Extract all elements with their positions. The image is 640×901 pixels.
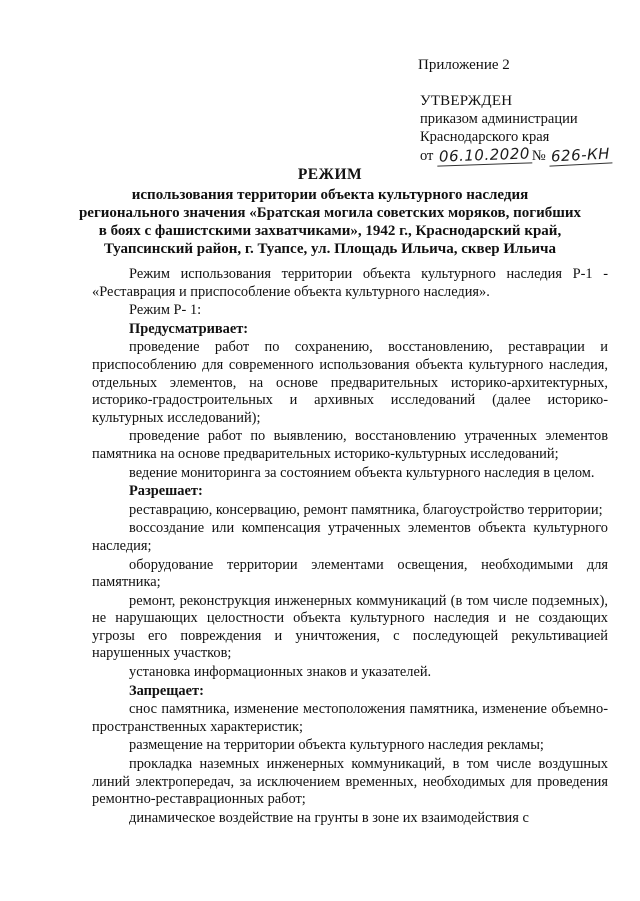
paragraph-prohibits-3: прокладка наземных инженерных коммуникаций, в том числе воздушных линий электропередач, за исключением временных, необходимых для проведения ремонтно-реставрационных работ; <box>92 756 608 808</box>
paragraph-allows-3: оборудование территории элементами освещения, необходимыми для памятника; <box>92 556 608 591</box>
paragraph-allows-5: установка информационных знаков и указателей. <box>129 664 432 681</box>
number-prefix: № <box>531 148 546 164</box>
handwritten-number: 626-КН <box>549 144 613 166</box>
paragraph-prohibits-1: снос памятника, изменение местоположения памятника, изменение объемно-пространственных характеристик; <box>92 701 608 735</box>
from-prefix: от <box>420 148 434 164</box>
title-line-3: в боях с фашистскими захватчиками», 1942 г., Краснодарский край, <box>98 223 562 239</box>
paragraph-prohibits-2: размещение на территории объекта культурного наследия рекламы; <box>129 737 544 754</box>
document-title <box>70 166 590 258</box>
paragraph-allows-4: ремонт, реконструкция инженерных коммуникаций (в том числе подземных), не нарушающих целостности объекта культурного наследия и не создающих угрозы его повреждения и уничтожения, с последующей рекультивацией нарушенных участков; <box>92 592 608 662</box>
paragraph-prohibits-4: динамическое воздействие на грунты в зоне их взаимодействия с <box>129 809 529 826</box>
title-line-1: использования территории объекта культурного наследия <box>131 187 529 203</box>
handwritten-date: 06.10.2020 <box>437 144 532 166</box>
heading-prohibits: Запрещает: <box>129 682 204 699</box>
approval-date-line <box>420 146 612 165</box>
heading-allows: Разрешает: <box>129 483 203 500</box>
paragraph-provides-2: проведение работ по выявлению, восстановлению утраченных элементов памятника на основе предварительных историко-культурных исследований; <box>92 428 608 462</box>
approval-line-1: приказом администрации <box>420 111 578 127</box>
paragraph-allows-2: воссоздание или компенсация утраченных элементов объекта культурного наследия; <box>92 520 608 554</box>
document-body <box>92 266 608 828</box>
paragraph-provides-3: ведение мониторинга за состоянием объекта культурного наследия в целом. <box>129 464 595 481</box>
approval-block <box>420 92 612 165</box>
approved-heading: УТВЕРЖДЕН <box>420 93 513 109</box>
paragraph-regime: Режим Р- 1: <box>129 302 202 319</box>
title-line-4: Туапсинский район, г. Туапсе, ул. Площадь Ильича, сквер Ильича <box>104 241 556 257</box>
appendix-label: Приложение 2 <box>418 57 510 73</box>
heading-provides: Предусматривает: <box>129 320 249 337</box>
approval-line-2: Краснодарского края <box>420 129 550 145</box>
paragraph-provides-1: проведение работ по сохранению, восстановлению, реставрации и приспособлению для современного использования объекта культурного наследия, отдельных элементов, на основе предварительных историко-архитектурных, историко-градостроительных и архивных исследований (далее историко-культурных исследований); <box>92 339 608 426</box>
title-line-2: регионального значения «Братская могила советских моряков, погибших <box>78 205 582 221</box>
paragraph-allows-1: реставрацию, консервацию, ремонт памятника, благоустройство территории; <box>129 501 603 518</box>
title-main: РЕЖИМ <box>297 166 363 183</box>
paragraph-intro: Режим использования территории объекта культурного наследия Р-1 - «Реставрация и приспособление объекта культурного наследия». <box>92 266 608 300</box>
